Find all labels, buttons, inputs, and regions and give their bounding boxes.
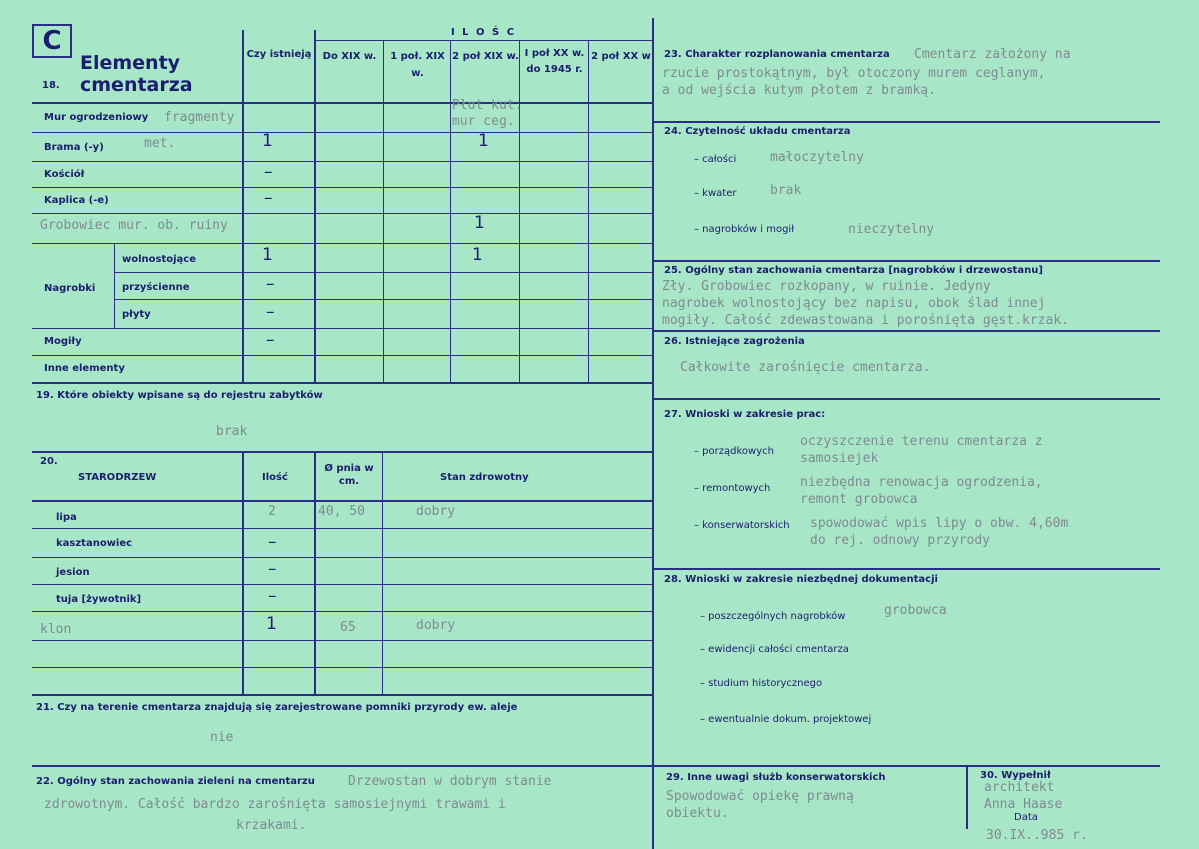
studium-label: – studium historycznego	[700, 678, 823, 689]
section-21-value: nie	[210, 730, 234, 745]
tree-diam-klon: 65	[340, 620, 356, 635]
section-25-line1: Zły. Grobowiec rozkopany, w ruinie. Jedyny	[662, 279, 991, 294]
tree-name-klon: klon	[40, 622, 72, 637]
col-header-do-xix: Do XIX w.	[322, 51, 377, 62]
nagrobkow-mogil-label: – nagrobków i mogił	[694, 224, 795, 235]
tree-name-lipa: lipa	[56, 512, 77, 523]
row-label-inne: Inne elementy	[44, 363, 125, 374]
konserwatorskich-line2: do rej. odnowy przyrody	[810, 533, 991, 548]
mark-plyty: –	[266, 302, 275, 322]
section-22-line3: krzakami.	[236, 818, 307, 833]
ewidencji-label: – ewidencji całości cmentarza	[700, 644, 849, 655]
tree-name-jesion: jesion	[56, 567, 90, 578]
section-23-label: 23. Charakter rozplanowania cmentarza	[664, 49, 890, 60]
section-25-line3: mogiły. Całość zdewastowana i porośnięta gęst.krzak.	[662, 313, 1069, 328]
kwater-value: brak	[770, 183, 802, 198]
mark-kosciol: –	[264, 162, 273, 182]
mark-wolno-exist: 1	[262, 245, 273, 265]
nagrobkow-doc-label: – poszczególnych nagrobków	[700, 611, 846, 622]
tree-qty-kasztanowiec: –	[268, 532, 277, 552]
ilosc-header: Ilość	[262, 472, 288, 483]
row-label-kaplica: Kaplica (-e)	[44, 195, 109, 206]
col-header-1pol-xx: I poł XX w. do 1945 r.	[524, 48, 585, 75]
typed-brama-met: met.	[144, 136, 176, 151]
starodrzew-header: STARODRZEW	[78, 472, 157, 483]
col-header-2pol-xx: 2 poł XX w	[591, 51, 651, 62]
row-label-przyscienne: przyścienne	[122, 282, 190, 293]
mark-brama-2pol: 1	[478, 131, 489, 151]
tree-state-klon: dobry	[416, 618, 456, 633]
col-header-1pol-xix: 1 poł. XIX w.	[390, 51, 445, 79]
tree-qty-klon: 1	[266, 614, 277, 634]
mark-kaplica: –	[264, 188, 273, 208]
row-label-nagrobki: Nagrobki	[44, 283, 96, 294]
typed-mur-fragmenty: fragmenty	[164, 110, 235, 125]
section-22-label: 22. Ogólny stan zachowania zieleni na cmentarzu	[36, 776, 315, 787]
section-23-line2: rzucie prostokątnym, był otoczony murem ceglanym,	[662, 66, 1046, 81]
tree-qty-jesion: –	[268, 559, 277, 579]
row-label-plyty: płyty	[122, 309, 151, 320]
tree-qty-lipa: 2	[268, 504, 276, 519]
section-19-value: brak	[216, 424, 248, 439]
section-25-line2: nagrobek wolnostojący bez napisu, obok ślad innej	[662, 296, 1046, 311]
mark-przyscienne: –	[266, 274, 275, 294]
tree-name-tuja: tuja [żywotnik]	[56, 594, 142, 605]
porzadkowych-line1: oczyszczenie terenu cmentarza z	[800, 434, 1043, 449]
porzadkowych-label: – porządkowych	[694, 446, 774, 457]
filled-date: 30.IX..985 r.	[986, 828, 1088, 843]
section-30-label: 30. Wypełnił	[980, 770, 1051, 781]
konserwatorskich-label: – konserwatorskich	[694, 520, 790, 531]
tree-diam-lipa: 40, 50	[318, 504, 365, 519]
section-18-title-2: cmentarza	[80, 74, 193, 96]
porzadkowych-line2: samosiejek	[800, 451, 879, 466]
section-24-label: 24. Czytelność układu cmentarza	[664, 126, 851, 137]
section-18-number: 18.	[42, 80, 60, 91]
tree-qty-tuja: –	[268, 586, 277, 606]
date-label: Data	[1014, 812, 1038, 823]
konserwatorskich-line1: spowodować wpis lipy o obw. 4,60m	[810, 516, 1069, 531]
row-label-mogily: Mogiły	[44, 336, 82, 347]
section-23-line3: a od wejścia kutym płotem z bramką.	[662, 83, 936, 98]
typed-grobowiec: Grobowiec mur. ob. ruiny	[40, 218, 228, 233]
section-18-title-1: Elementy	[80, 52, 181, 74]
section-28-label: 28. Wnioski w zakresie niezbędnej dokumentacji	[664, 574, 938, 585]
diameter-header: Ø pnia w cm.	[324, 463, 374, 487]
filled-by-role: architekt	[984, 780, 1055, 795]
row-label-wolnostojace: wolnostojące	[122, 254, 197, 265]
section-19-label: 19. Które obiekty wpisane są do rejestru zabytków	[36, 390, 323, 401]
mark-grobowiec-2pol: 1	[474, 213, 485, 233]
remontowych-line1: niezbędna renowacja ogrodzenia,	[800, 475, 1043, 490]
kwater-label: – kwater	[694, 188, 737, 199]
section-26-value: Całkowite zarośnięcie cmentarza.	[680, 360, 931, 375]
col-header-2pol-xix: 2 poł XIX w.	[452, 51, 519, 62]
row-label-mur: Mur ogrodzeniowy	[44, 112, 149, 123]
tree-state-lipa: dobry	[416, 504, 456, 519]
section-23-line1: Cmentarz założony na	[914, 47, 1071, 62]
mark-wolno-2pol: 1	[472, 245, 483, 265]
remontowych-line2: remont grobowca	[800, 492, 918, 507]
section-29-line2: obiektu.	[666, 806, 729, 821]
calosci-label: – całości	[694, 154, 737, 165]
row-label-brama: Brama (-y)	[44, 142, 104, 153]
section-22-line2: zdrowotnym. Całość bardzo zarośnięta samosiejnymi trawami i	[44, 797, 506, 812]
section-20-number: 20.	[40, 456, 58, 467]
stan-header: Stan zdrowotny	[440, 472, 529, 483]
section-29-line1: Spowodować opiekę prawną	[666, 789, 854, 804]
col-header-exist: Czy istnieją	[246, 49, 312, 60]
typed-plot-kut: Płot kut.	[452, 98, 523, 113]
col-header-ilosc: I L O Ś C	[450, 27, 517, 38]
tree-name-kasztanowiec: kasztanowiec	[56, 538, 133, 549]
typed-mur-ceg: mur ceg.	[452, 114, 515, 129]
nagrobkow-mogil-value: nieczytelny	[848, 222, 935, 237]
mark-mogily: –	[266, 330, 275, 350]
nagrobkow-doc-value: grobowca	[884, 603, 947, 618]
section-26-label: 26. Istniejące zagrożenia	[664, 336, 805, 347]
filled-by-name: Anna Haase	[984, 797, 1063, 812]
section-21-label: 21. Czy na terenie cmentarza znajdują się zarejestrowane pomniki przyrody ew. aleje	[36, 702, 518, 713]
mark-brama-exist: 1	[262, 131, 273, 151]
section-29-label: 29. Inne uwagi służb konserwatorskich	[666, 772, 886, 783]
projektowej-label: – ewentualnie dokum. projektowej	[700, 714, 872, 725]
section-27-label: 27. Wnioski w zakresie prac:	[664, 409, 826, 420]
calosci-value: małoczytelny	[770, 150, 864, 165]
remontowych-label: – remontowych	[694, 483, 771, 494]
section-22-line1: Drzewostan w dobrym stanie	[348, 774, 552, 789]
section-25-label: 25. Ogólny stan zachowania cmentarza [nagrobków i drzewostanu]	[664, 265, 1043, 276]
row-label-kosciol: Kościół	[44, 169, 85, 180]
card-letter: C	[32, 24, 72, 58]
